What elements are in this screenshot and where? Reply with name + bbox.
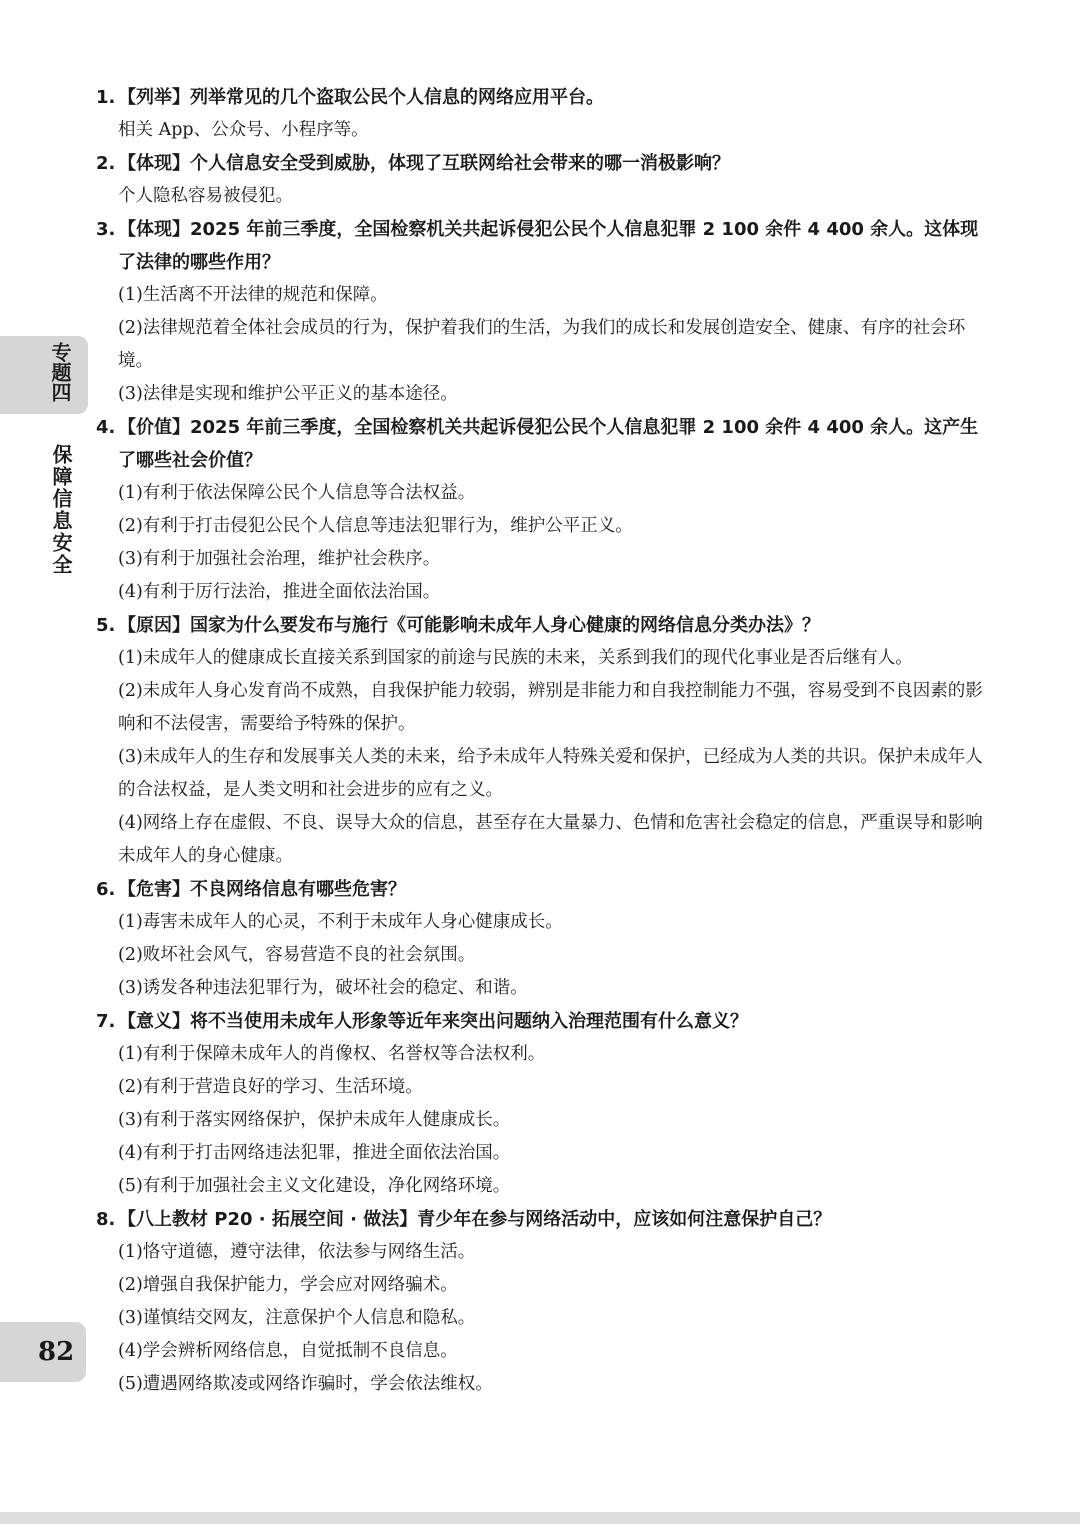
answer: (4)学会辨析网络信息，自觉抵制不良信息。: [118, 1341, 458, 1361]
question-number: 6.: [96, 879, 116, 900]
answer: (5)有利于加强社会主义文化建设，净化网络环境。: [118, 1176, 511, 1196]
answer: (2)未成年人身心发育尚不成熟，自我保护能力较弱，辨别是非能力和自我控制能力不强，容易受到不良因素的影响和不法侵害，需要给予特殊的保护。: [118, 681, 983, 734]
answer: (1)恪守道德，遵守法律，依法参与网络生活。: [118, 1242, 476, 1262]
answer: (4)有利于打击网络违法犯罪，推进全面依法治国。: [118, 1143, 511, 1163]
topic-label: 专题四: [48, 342, 72, 402]
question-text: 【体现】个人信息安全受到威胁，体现了互联网给社会带来的哪一消极影响？: [118, 153, 730, 174]
answer: 相关 App、公众号、小程序等。: [118, 120, 369, 140]
answer: (4)网络上存在虚假、不良、误导大众的信息，甚至存在大量暴力、色情和危害社会稳定的信息，严重误导和影响未成年人的身心健康。: [118, 813, 983, 866]
question-number: 2.: [96, 153, 116, 174]
question-text: 【意义】将不当使用未成年人形象等近年来突出问题纳入治理范围有什么意义？: [118, 1011, 748, 1032]
answer: (3)未成年人的生存和发展事关人类的未来，给予未成年人特殊关爱和保护，已经成为人类的共识。保护未成年人的合法权益，是人类文明和社会进步的应有之义。: [118, 747, 983, 800]
question-text: 【价值】2025 年前三季度，全国检察机关共起诉侵犯公民个人信息犯罪 2 100 余件 4 400 余人。这产生了哪些社会价值？: [118, 417, 979, 471]
answer: (2)有利于营造良好的学习、生活环境。: [118, 1077, 423, 1097]
question-number: 4.: [96, 417, 116, 438]
question: [96, 609, 996, 642]
answer: (3)谨慎结交网友，注意保护个人信息和隐私。: [118, 1308, 476, 1328]
question: [96, 147, 996, 180]
question: [96, 213, 996, 279]
answer: (1)未成年人的健康成长直接关系到国家的前途与民族的未来，关系到我们的现代化事业是否后继有人。: [118, 648, 913, 668]
qa-item-6: [96, 873, 996, 1005]
answer: (2)增强自我保护能力，学会应对网络骗术。: [118, 1275, 458, 1295]
answer: (1)有利于保障未成年人的肖像权、名誉权等合法权利。: [118, 1044, 546, 1064]
page-number: 82: [38, 1337, 75, 1367]
question-text: 【列举】列举常见的几个盗取公民个人信息的网络应用平台。: [118, 87, 604, 108]
answer: (3)诱发各种违法犯罪行为，破坏社会的稳定、和谐。: [118, 978, 528, 998]
answer: (3)有利于加强社会治理，维护社会秩序。: [118, 549, 441, 569]
answer: (1)毒害未成年人的心灵，不利于未成年人身心健康成长。: [118, 912, 563, 932]
question-text: 【八上教材 P20 · 拓展空间 · 做法】青少年在参与网络活动中，应该如何注意保护自己？: [118, 1209, 832, 1230]
qa-item-1: [96, 81, 996, 147]
answer: (2)败坏社会风气，容易营造不良的社会氛围。: [118, 945, 476, 965]
qa-item-4: [96, 411, 996, 609]
question: [96, 873, 996, 906]
qa-item-5: [96, 609, 996, 873]
topic-title: 保障信息安全: [49, 444, 73, 576]
topic-tab: [0, 336, 88, 414]
answer: (3)有利于落实网络保护，保护未成年人健康成长。: [118, 1110, 511, 1130]
answer: (3)法律是实现和维护公平正义的基本途径。: [118, 384, 458, 404]
answer: (5)遭遇网络欺凌或网络诈骗时，学会依法维权。: [118, 1374, 493, 1394]
qa-list: [96, 81, 996, 1401]
question-number: 5.: [96, 615, 116, 636]
question-number: 1.: [96, 87, 116, 108]
question: [96, 1203, 996, 1236]
question-number: 8.: [96, 1209, 116, 1230]
question: [96, 1005, 996, 1038]
answer: (2)法律规范着全体社会成员的行为，保护着我们的生活，为我们的成长和发展创造安全、健康、有序的社会环境。: [118, 318, 966, 371]
question-text: 【体现】2025 年前三季度，全国检察机关共起诉侵犯公民个人信息犯罪 2 100 余件 4 400 余人。这体现了法律的哪些作用？: [118, 219, 979, 273]
answer: (2)有利于打击侵犯公民个人信息等违法犯罪行为，维护公平正义。: [118, 516, 633, 536]
answer: (4)有利于厉行法治，推进全面依法治国。: [118, 582, 441, 602]
answer: 个人隐私容易被侵犯。: [118, 186, 293, 206]
answer: (1)生活离不开法律的规范和保障。: [118, 285, 388, 305]
qa-item-8: [96, 1203, 996, 1401]
qa-item-7: [96, 1005, 996, 1203]
question-number: 7.: [96, 1011, 116, 1032]
question: [96, 411, 996, 477]
qa-item-3: [96, 213, 996, 411]
bottom-bar: [0, 1512, 1080, 1524]
question: [96, 81, 996, 114]
question-number: 3.: [96, 219, 116, 240]
question-text: 【原因】国家为什么要发布与施行《可能影响未成年人身心健康的网络信息分类办法》？: [118, 615, 820, 636]
question-text: 【危害】不良网络信息有哪些危害？: [118, 879, 406, 900]
answer: (1)有利于依法保障公民个人信息等合法权益。: [118, 483, 476, 503]
qa-item-2: [96, 147, 996, 213]
